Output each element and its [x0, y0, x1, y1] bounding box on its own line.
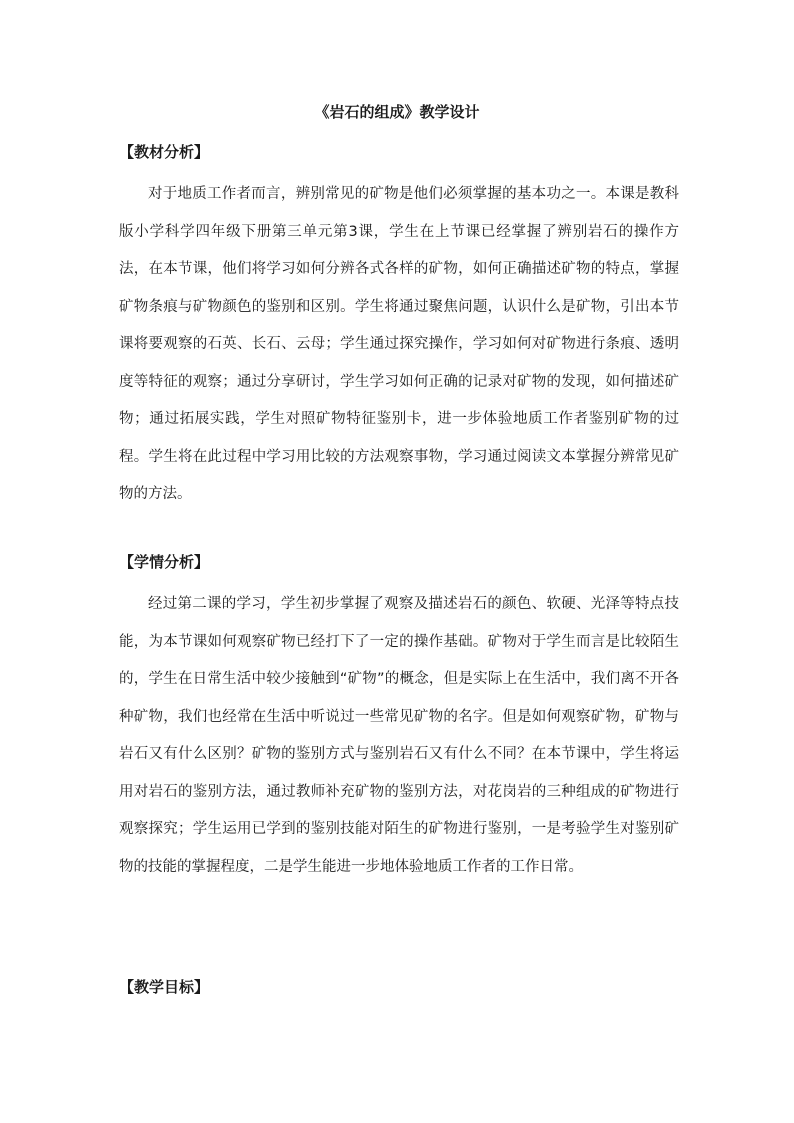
- section-heading-teaching-objectives: 【教学目标】: [119, 978, 210, 996]
- document-title: 《岩石的组成》教学设计: [314, 103, 480, 121]
- section-paragraph-student-analysis: 经过第二课的学习，学生初步掌握了观察及描述岩石的颜色、软硬、光泽等特点技能，为本节课如何观察矿物已经打下了一定的操作基础。矿物对于学生而言是比较陌生的，学生在日常生活中较少接触到“矿物”的概念，但是实际上在生活中，我们离不开各种矿物，我们也经常在生活中听说过一些常见矿物的名字。但是如何观察矿物，矿物与岩石又有什么区别？矿物的鉴别方式与鉴别岩石又有什么不同？在本节课中，学生将运用对岩石的鉴别方法，通过教师补充矿物的鉴别方法，对花岗岩的三种组成的矿物进行观察探究；学生运用已学到的鉴别技能对陌生的矿物进行鉴别，一是考验学生对鉴别矿物的技能的掌握程度，二是学生能进一步地体验地质工作者的工作日常。: [119, 596, 679, 875]
- section-heading-student-analysis: 【学情分析】: [119, 553, 210, 571]
- section-heading-textbook-analysis: 【教材分析】: [119, 143, 210, 161]
- section-paragraph-textbook-analysis: 对于地质工作者而言，辨别常见的矿物是他们必须掌握的基本功之一。本课是教科版小学科学四年级下册第三单元第3课，学生在上节课已经掌握了辨别岩石的操作方法，在本节课，他们将学习如何分辨各式各样的矿物，如何正确描述矿物的特点，掌握矿物条痕与矿物颜色的鉴别和区别。学生将通过聚焦问题，认识什么是矿物，引出本节课将要观察的石英、长石、云母；学生通过探究操作，学习如何对矿物进行条痕、透明度等特征的观察；通过分享研讨，学生学习如何正确的记录对矿物的发现，如何描述矿物；通过拓展实践，学生对照矿物特征鉴别卡，进一步体验地质工作者鉴别矿物的过程。学生将在此过程中学习用比较的方法观察事物，学习通过阅读文本掌握分辨常见矿物的方法。: [119, 186, 679, 502]
